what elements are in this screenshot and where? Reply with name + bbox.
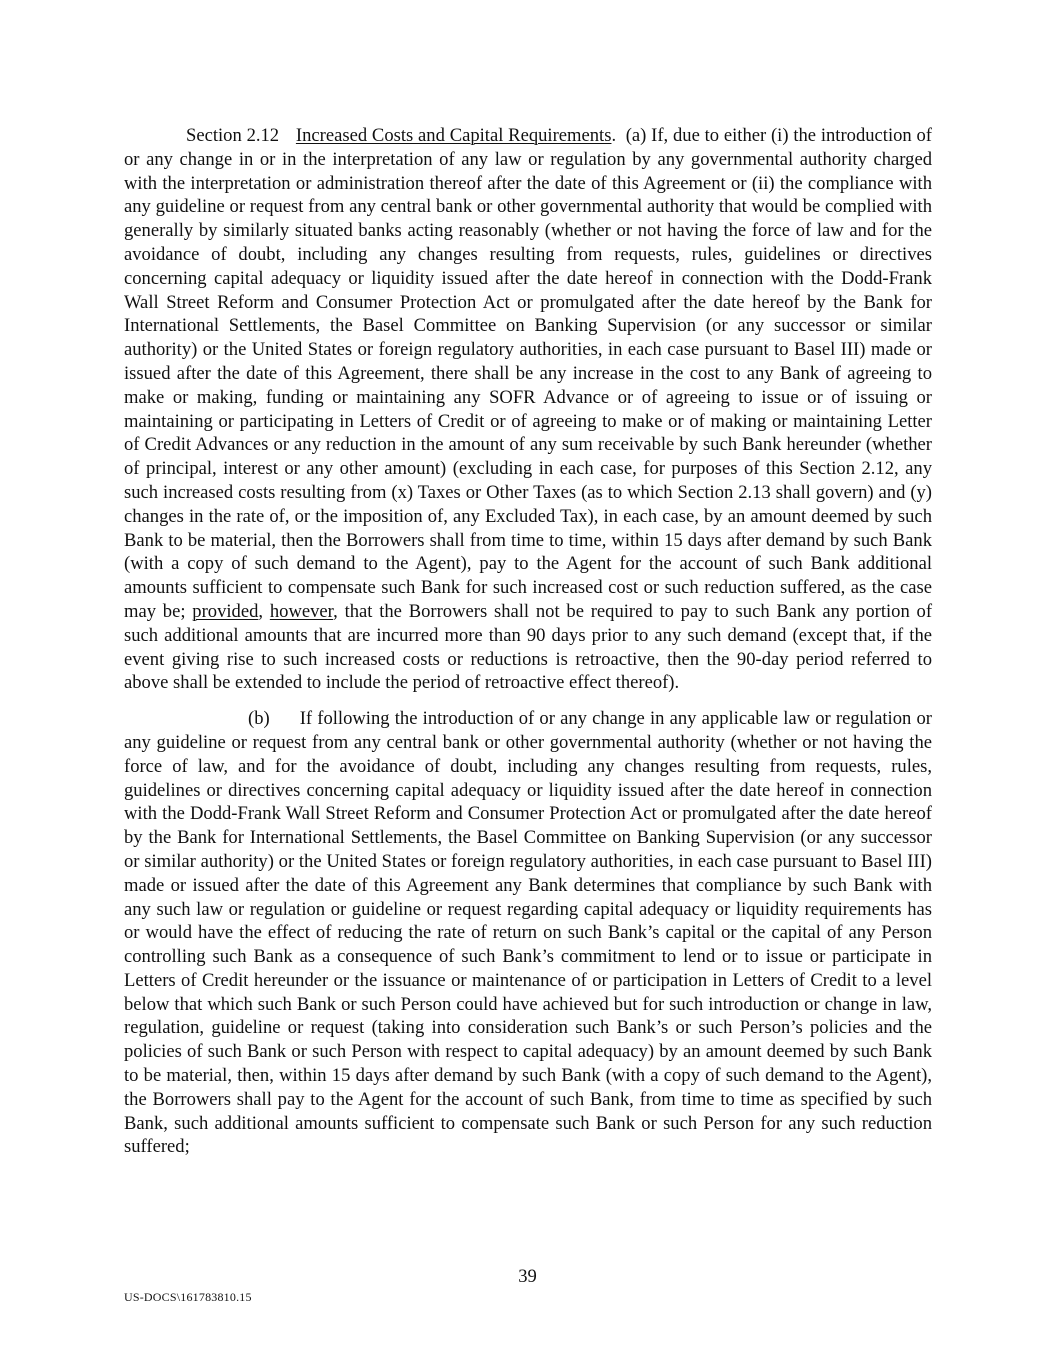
provided-term: provided <box>192 600 259 622</box>
paragraph-b <box>124 707 932 1159</box>
document-body <box>124 124 932 1159</box>
paragraph-a-text-1: (a) If, due to either (i) the introduction of or any change in or in the interpretation of any law or regulation by any governmental authority charged with the interpretation or administration thereof after the date of this Agreement or (ii) the compliance with any guideline or request from any central bank or other governmental authority that would be complied with generally by similarly situated banks acting reasonably (whether or not having the force of law and for the avoidance of doubt, including any changes resulting from requests, rules, guidelines or directives concerning capital adequacy or liquidity issued after the date hereof in connection with the Dodd-Frank Wall Street Reform and Consumer Protection Act or promulgated after the date hereof by the Bank for International Settlements, the Basel Committee on Banking Supervision (or any successor or similar authority) or the United States or foreign regulatory authorities, in each case pursuant to Basel III) made or issued after the date of this Agreement, there shall be any increase in the cost to any Bank of agreeing to make or making, funding or maintaining any SOFR Advance or of agreeing to issue or of issuing or maintaining or participating in Letters of Credit or of agreeing to make or of making or maintaining Letter of Credit Advances or any reduction in the amount of any sum receivable by such Bank hereunder (whether of principal, interest or any other amount) (excluding in each case, for purposes of this Section 2.12, any such increased costs resulting from (x) Taxes or Other Taxes (as to which Section 2.13 shall govern) and (y) changes in the rate of, or the imposition of, any Excluded Tax), in each case, by an amount deemed by such Bank to be material, then the Borrowers shall from time to time, within 15 days after demand by such Bank (with a copy of such demand to the Agent), pay to the Agent for the account of such Bank additional amounts sufficient to compensate such Bank for such increased cost or such reduction suffered, as the case may be; <box>124 125 933 622</box>
paragraph-b-label: (b) <box>248 708 270 730</box>
section-title-punct: . <box>611 125 617 146</box>
section-title: Increased Costs and Capital Requirements <box>295 125 612 146</box>
paragraph-b-text: If following the introduction of or any change in any applicable law or regulation or any guideline or request from any central bank or other governmental authority (whether or not having the force of law, and for the avoidance of doubt, including any changes resulting from requests, rules, guidelines or directives concerning capital adequacy or liquidity issued after the date hereof in connection with the Dodd-Frank Wall Street Reform and Consumer Protection Act or promulgated after the date hereof by the Bank for International Settlements, the Basel Committee on Banking Supervision (or any successor or similar authority) or the United States or foreign regulatory authorities, in each case pursuant to Basel III) made or issued after the date of this Agreement any Bank determines that compliance by such Bank with any such law or regulation or guideline or request regarding capital adequacy or liquidity requirements has or would have the effect of reducing the rate of return on such Bank’s capital or the capital of any Person controlling such Bank as a consequence of such Bank’s commitment to lend or to issue or participate in Letters of Credit hereunder or the issuance or maintenance of or participation in Letters of Credit to a level below that which such Bank or such Person could have achieved but for such introduction or change in law, regulation, guideline or request (taking into consideration such Bank’s or such Person’s policies and the policies of such Bank or such Person with respect to capital adequacy) by an amount deemed by such Bank to be material, then, within 15 days after demand by such Bank (with a copy of such demand to the Agent), the Borrowers shall pay to the Agent for the account of such Bank, from time to time as specified by such Bank, such additional amounts sufficient to compensate such Bank or such Person for any such reduction suffered; <box>124 708 932 1158</box>
however-term: however <box>269 600 334 622</box>
paragraph-a: Section 2.12 Increased Costs and Capital Requirements. (a) If, due to either (i) the introduction of or any change in or in the interpretation of any law or regulation by any governmental authority charged with the interpretation or administration thereof after the date of this Agreement or (ii) the compliance with any guideline or request from any central bank or other governmental authority that would be complied with generally by similarly situated banks acting reasonably (whether or not having the force of law and for the avoidance of doubt, including any changes resulting from requests, rules, guidelines or directives concerning capital adequacy or liquidity issued after the date hereof in connection with the Dodd-Frank Wall Street Reform and Consumer Protection Act or promulgated after the date hereof by the Bank for International Settlements, the Basel Committee on Banking Supervision (or any successor or similar authority) or the United States or foreign regulatory authorities, in each case pursuant to Basel III) made or issued after the date of this Agreement, there shall be any increase in the cost to any Bank of agreeing to make or making, funding or maintaining any SOFR Advance or of agreeing to issue or of issuing or maintaining or participating in Letters of Credit or of agreeing to make or of making or maintaining Letter of Credit Advances or any reduction in the amount of any sum receivable by such Bank hereunder (whether of principal, interest or any other amount) (excluding in each case, for purposes of this Section 2.12, any such increased costs resulting from (x) Taxes or Other Taxes (as to which Section 2.13 shall govern) and (y) changes in the rate of, or the imposition of, any Excluded Tax), in each case, by an amount deemed by such Bank to be material, then the Borrowers shall from time to time, within 15 days after demand by such Bank (with a copy of such demand to the Agent), pay to the Agent for the account of such Bank additional amounts sufficient to compensate such Bank for such increased cost or such reduction suffered, as the case may be; provided, however, that the Borrowers shall not be required to pay to such Bank any portion of such additional amounts that are incurred more than 90 days prior to any such demand (except that, if the event giving rise to such increased costs or reductions is retroactive, then the 90-day period referred to above shall be extended to include the period of retroactive effect thereof). <box>124 125 933 694</box>
document-id: US-DOCS\161783810.15 <box>124 1290 252 1304</box>
paragraph-a-text-2: that the Borrowers shall not be required to pay to such Bank any portion of such additional amounts that are incurred more than 90 days prior to any such demand (except that, if the event giving rise to such increased costs or reductions is retroactive, then the 90-day period referred to above shall be extended to include the period of retroactive effect thereof). <box>124 600 933 694</box>
section-number: Section 2.12 <box>186 125 280 146</box>
page-number: 39 <box>518 1266 537 1287</box>
